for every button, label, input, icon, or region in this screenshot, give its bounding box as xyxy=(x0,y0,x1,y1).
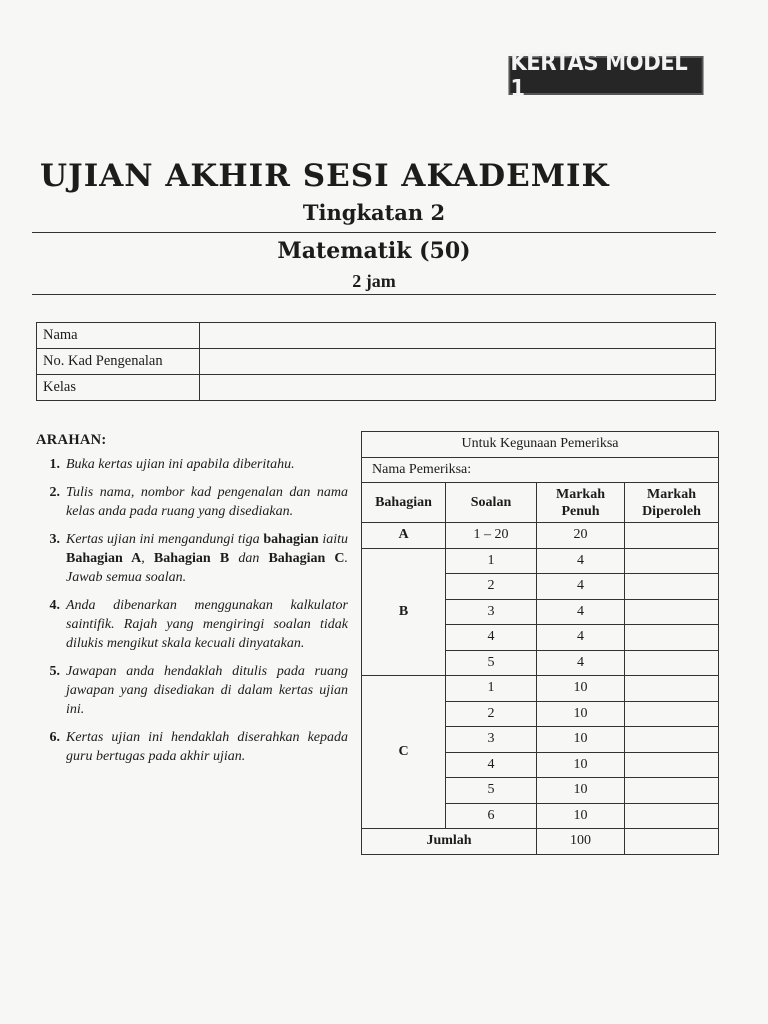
subject-title: Matematik (50) xyxy=(277,238,471,264)
instruction-item xyxy=(36,483,348,521)
instruction-text-segment: Buka kertas ujian ini apabila diberitahu. xyxy=(66,457,295,472)
marks-obtained-field[interactable] xyxy=(625,701,719,727)
marks-obtained-field[interactable] xyxy=(625,650,719,676)
question-number: 3 xyxy=(446,727,537,753)
question-number: 5 xyxy=(446,778,537,804)
table-row xyxy=(362,523,719,549)
marks-obtained-field[interactable] xyxy=(625,752,719,778)
info-label: Nama xyxy=(37,323,200,349)
instruction-text xyxy=(66,728,348,766)
instruction-number: 6. xyxy=(49,730,60,745)
full-marks: 4 xyxy=(537,548,625,574)
question-number: 1 – 20 xyxy=(446,523,537,549)
marks-obtained-field[interactable] xyxy=(625,523,719,549)
question-number: 3 xyxy=(446,599,537,625)
instruction-text xyxy=(66,596,348,653)
instruction-number: 2. xyxy=(49,485,60,500)
table-row xyxy=(362,676,719,702)
instruction-text-segment: Anda dibenarkan menggunakan kalkulator saintifik. Rajah yang mengiringi soalan tidak dilukis mengikut skala kecuali dinyatakan. xyxy=(66,598,348,651)
total-marks-obtained-field[interactable] xyxy=(625,829,719,855)
question-number: 5 xyxy=(446,650,537,676)
marks-obtained-field[interactable] xyxy=(625,676,719,702)
marks-obtained-field[interactable] xyxy=(625,803,719,829)
instructions-list xyxy=(36,455,348,766)
total-row xyxy=(362,829,719,855)
column-header: Soalan xyxy=(446,483,537,523)
instruction-number: 3. xyxy=(49,532,60,547)
full-marks: 10 xyxy=(537,701,625,727)
full-marks: 10 xyxy=(537,778,625,804)
instruction-item xyxy=(36,455,348,474)
divider xyxy=(32,232,716,233)
exam-duration: 2 jam xyxy=(352,271,396,291)
full-marks: 4 xyxy=(537,625,625,651)
instruction-text-segment: bahagian xyxy=(263,532,319,547)
table-row xyxy=(362,548,719,574)
question-number: 2 xyxy=(446,701,537,727)
full-marks: 4 xyxy=(537,574,625,600)
candidate-info-table xyxy=(36,322,716,401)
question-number: 4 xyxy=(446,752,537,778)
marks-obtained-field[interactable] xyxy=(625,727,719,753)
column-header: Bahagian xyxy=(362,483,446,523)
instruction-item xyxy=(36,728,348,766)
total-label: Jumlah xyxy=(362,829,537,855)
instructions xyxy=(36,432,348,775)
paper-badge: KERTAS MODEL 1 xyxy=(508,56,703,95)
instruction-item xyxy=(36,662,348,719)
marks-obtained-field[interactable] xyxy=(625,574,719,600)
instruction-item xyxy=(36,596,348,653)
info-label: No. Kad Pengenalan xyxy=(37,349,200,375)
page-title: UJIAN AKHIR SESI AKADEMIK xyxy=(40,158,610,194)
total-full-marks: 100 xyxy=(537,829,625,855)
full-marks: 4 xyxy=(537,650,625,676)
instruction-text xyxy=(66,455,348,474)
instruction-text xyxy=(66,530,348,587)
marks-obtained-field[interactable] xyxy=(625,778,719,804)
instruction-text-segment: Bahagian C xyxy=(268,551,345,566)
info-row xyxy=(37,349,716,375)
info-value-field[interactable] xyxy=(200,375,716,401)
info-label: Kelas xyxy=(37,375,200,401)
instruction-text-segment: , xyxy=(141,551,154,566)
instruction-text-segment: dan xyxy=(229,551,269,566)
section-label: A xyxy=(362,523,446,549)
marks-obtained-field[interactable] xyxy=(625,625,719,651)
full-marks: 20 xyxy=(537,523,625,549)
section-label: C xyxy=(362,676,446,829)
examiner-table xyxy=(361,431,719,855)
question-number: 1 xyxy=(446,548,537,574)
examiner-name-field[interactable]: Nama Pemeriksa: xyxy=(362,457,719,483)
full-marks: 10 xyxy=(537,752,625,778)
column-header: Markah Penuh xyxy=(537,483,625,523)
section-label: B xyxy=(362,548,446,676)
full-marks: 4 xyxy=(537,599,625,625)
instruction-text-segment: . Jawab semua soalan. xyxy=(66,551,349,585)
instruction-text-segment: Bahagian A xyxy=(66,551,142,566)
marks-obtained-field[interactable] xyxy=(625,599,719,625)
instruction-number: 5. xyxy=(49,664,60,679)
full-marks: 10 xyxy=(537,803,625,829)
instruction-text-segment: Kertas ujian ini mengandungi tiga xyxy=(66,532,264,547)
instruction-text-segment: Tulis nama, nombor kad pengenalan dan nama kelas anda pada ruang yang disediakan. xyxy=(66,485,348,519)
instruction-text-segment: Jawapan anda hendaklah ditulis pada ruang jawapan yang disediakan di dalam kertas ujian ini. xyxy=(66,664,348,717)
instruction-number: 1. xyxy=(49,457,60,472)
examiner-table-title: Untuk Kegunaan Pemeriksa xyxy=(362,432,719,458)
full-marks: 10 xyxy=(537,676,625,702)
form-level: Tingkatan 2 xyxy=(302,200,446,225)
info-value-field[interactable] xyxy=(200,323,716,349)
instruction-item xyxy=(36,530,348,587)
divider xyxy=(32,294,716,295)
instruction-number: 4. xyxy=(49,598,60,613)
instruction-text-segment: Bahagian B xyxy=(153,551,230,566)
instruction-text xyxy=(66,662,348,719)
instruction-text-segment: Kertas ujian ini hendaklah diserahkan kepada guru bertugas pada akhir ujian. xyxy=(66,730,348,764)
question-number: 6 xyxy=(446,803,537,829)
instruction-text xyxy=(66,483,348,521)
column-header: Markah Diperoleh xyxy=(625,483,719,523)
question-number: 4 xyxy=(446,625,537,651)
instructions-heading: ARAHAN: xyxy=(36,432,107,448)
info-value-field[interactable] xyxy=(200,349,716,375)
marks-obtained-field[interactable] xyxy=(625,548,719,574)
instruction-text-segment: iaitu xyxy=(318,532,349,547)
info-row xyxy=(37,323,716,349)
full-marks: 10 xyxy=(537,727,625,753)
question-number: 2 xyxy=(446,574,537,600)
info-row xyxy=(37,375,716,401)
question-number: 1 xyxy=(446,676,537,702)
